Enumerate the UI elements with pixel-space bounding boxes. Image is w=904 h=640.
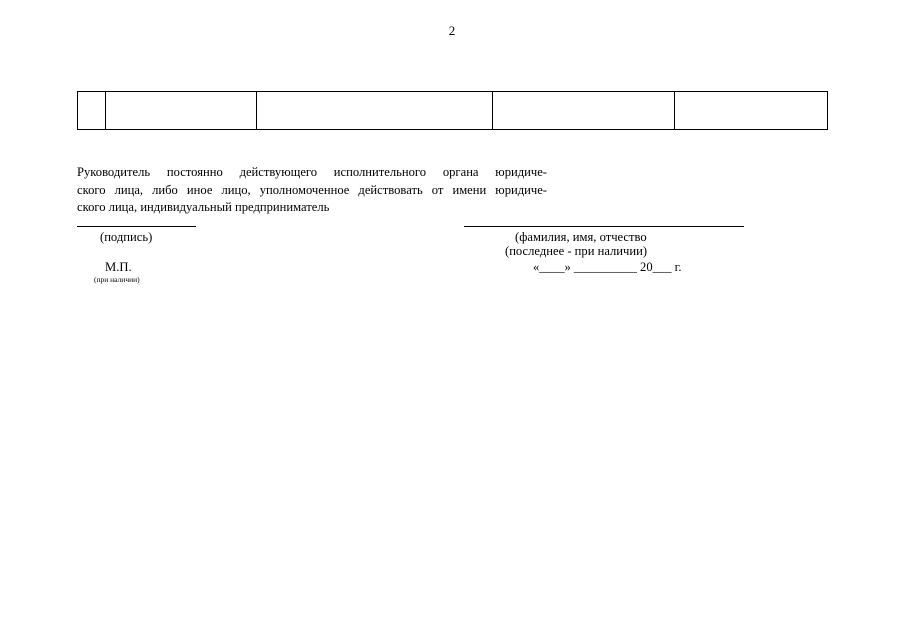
table-cell — [675, 92, 828, 130]
page-number: 2 — [448, 23, 456, 38]
name-line — [464, 226, 744, 227]
signer-line: ского лица, индивидуальный предприниматель — [77, 200, 330, 214]
stamp-note: (при наличии) — [94, 275, 140, 284]
signer-line: Руководитель постоянно действующего исполнительного органа юридиче- — [77, 165, 547, 179]
table-row — [78, 92, 828, 130]
name-label-note: (последнее - при наличии) — [505, 244, 648, 258]
signer-line: ского лица, либо иное лицо, уполномоченное действовать от имени юридиче- — [77, 182, 547, 197]
data-table — [77, 91, 828, 130]
date-field: «____» __________ 20___ г. — [533, 260, 682, 274]
table-cell — [493, 92, 675, 130]
table-cell — [106, 92, 257, 130]
signer-description — [77, 164, 547, 217]
signature-label: (подпись) — [100, 230, 153, 244]
table-cell — [78, 92, 106, 130]
signature-line — [77, 226, 196, 227]
name-label: (фамилия, имя, отчество — [515, 230, 647, 244]
stamp-label: М.П. — [105, 260, 132, 274]
table-cell — [257, 92, 493, 130]
